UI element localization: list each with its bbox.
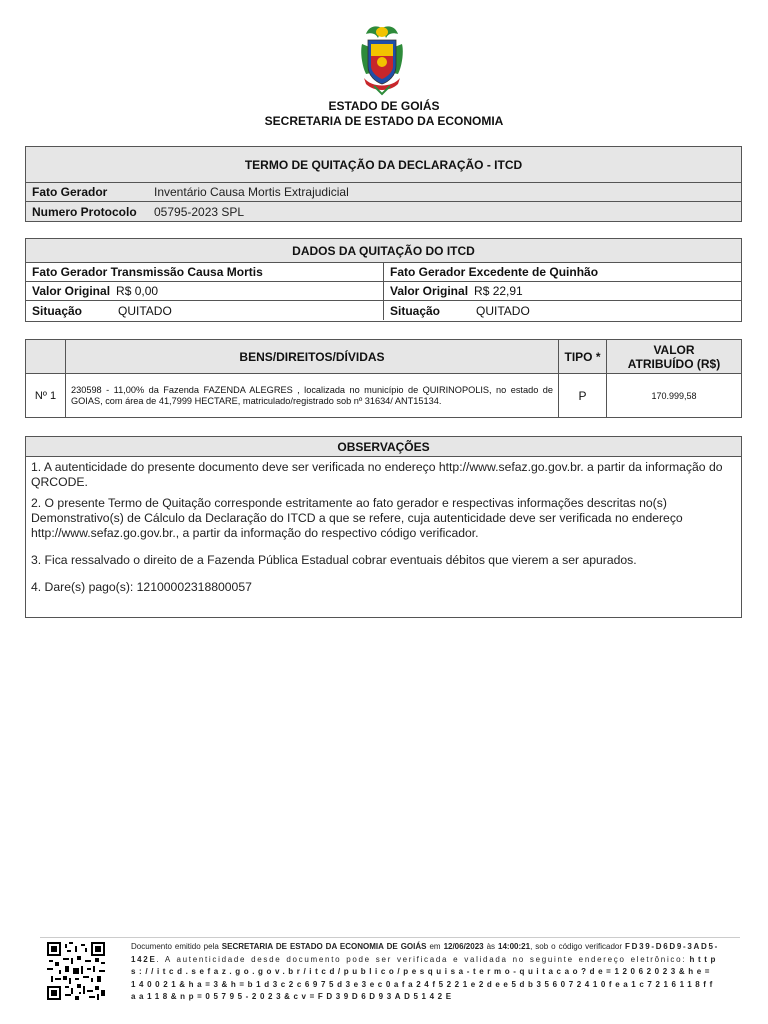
dados-quitacao-section <box>25 238 742 322</box>
observacao-item: 4. Dare(s) pago(s): 12100002318800057 <box>31 580 252 594</box>
bem-number: Nº 1 <box>26 374 66 417</box>
bens-header-row <box>26 340 741 374</box>
protocolo-value: 05795-2023 SPL <box>154 204 245 219</box>
table-row <box>26 374 741 417</box>
department-name: SECRETARIA DE ESTADO DA ECONOMIA <box>264 114 504 128</box>
bens-column-header: BENS/DIREITOS/DÍVIDAS <box>66 340 559 373</box>
situacao-row <box>26 301 741 320</box>
observacao-item: 1. A autenticidade do presente documento deve ser verificada no endereço http://www.sefaz.go.gov.br. a partir da informação do QRCODE. <box>31 460 723 489</box>
protocolo-row <box>26 202 741 221</box>
footer-verification-text: Documento emitido pela SECRETARIA DE ESTADO DA ECONOMIA DE GOIÁS em 12/06/2023 às 14:00:21, sob o código verificador FD39-D6D9-3AD5-142E. A autenticidade desde documento pode ser verificada e validada no seguinte endereço eletrônico: https://itcd.sefaz.go.gov.br/itcd/publico/pesquisa-termo-quitacao?de=12062023&he=140021&ha=3&h=b1d3c2c6975d3e3ec0afa24f5221e2dee5db356072410fea1c7216118ffaa118&np=05795-2023&cv=FD39D6D93AD5142E <box>131 942 719 1001</box>
state-name: ESTADO DE GOIÁS <box>328 99 440 113</box>
fato-gerador-label: Fato Gerador <box>32 185 108 199</box>
footer-time: 14:00:21 <box>498 942 531 951</box>
dados-heading-row <box>26 263 741 282</box>
valor-original-label: Valor Original <box>32 284 111 298</box>
footer-issuer: SECRETARIA DE ESTADO DA ECONOMIA DE GOIÁS <box>221 942 427 951</box>
tipo-column-header: TIPO * <box>559 340 607 373</box>
bem-valor: 170.999,58 <box>651 390 697 401</box>
termo-title: TERMO DE QUITAÇÃO DA DECLARAÇÃO - ITCD <box>26 147 741 183</box>
dados-title: DADOS DA QUITAÇÃO DO ITCD <box>26 239 741 263</box>
fato-gerador-value: Inventário Causa Mortis Extrajudicial <box>154 185 349 199</box>
observacoes-title: OBSERVAÇÕES <box>26 437 741 457</box>
valor-original-row <box>26 282 741 301</box>
valor-original-label: Valor Original <box>390 284 469 298</box>
bem-description: 230598 - 11,00% da Fazenda FAZENDA ALEGRES , localizada no município de QUIRINOPOLIS, no estado de GOIAS, com área de 41,7999 HECTARE, matriculado/registrado sob nº 31634/ ANT15134. <box>66 374 559 417</box>
valor-column-header: VALOR ATRIBUÍDO (R$) <box>627 342 721 371</box>
protocolo-label: Numero Protocolo <box>32 204 137 219</box>
fato-gerador-row <box>26 183 741 202</box>
bem-tipo: P <box>559 374 607 417</box>
situacao-label: Situação <box>32 303 83 318</box>
observacao-item: 2. O presente Termo de Quitação corresponde estritamente ao fato gerador e respectivas informações descritas no(s) Demonstrativo(s) de Cálculo da Declaração do ITCD a que se refere, cuja autenticidade deve ser verificada no endereço http://www.sefaz.go.gov.br., a partir da informação do respectivo código verificador. <box>31 496 683 540</box>
termo-section <box>25 146 742 222</box>
footer-date: 12/06/2023 <box>443 942 484 951</box>
footer-verification-code: FD39-D6D9-3AD5-142E <box>131 942 719 964</box>
footer-verification-url[interactable]: https://itcd.sefaz.go.gov.br/itcd/publico/pesquisa-termo-quitacao?de=12062023&he=140021&ha=3&h=b1d3c2c6975d3e3ec0afa24f5221e2dee5db356072410fea1c7216118ffaa118&np=05795-2023&cv=FD39D6D93AD5142E <box>131 954 719 1001</box>
observacao-item: 3. Fica ressalvado o direito de a Fazenda Pública Estadual cobrar eventuais débitos que vierem a ser apurados. <box>31 553 637 567</box>
excedente-heading: Fato Gerador Excedente de Quinhão <box>390 265 599 279</box>
excedente-valor: R$ 22,91 <box>474 284 523 298</box>
qr-code-icon <box>47 942 105 1000</box>
bens-table <box>25 339 742 418</box>
transmissao-valor: R$ 0,00 <box>116 284 159 298</box>
situacao-label: Situação <box>390 303 441 318</box>
excedente-situacao: QUITADO <box>476 303 530 318</box>
goias-coat-of-arms-icon <box>352 22 412 96</box>
footer-divider <box>40 937 740 938</box>
observacoes-section <box>25 436 742 618</box>
transmissao-situacao: QUITADO <box>118 303 172 318</box>
transmissao-heading: Fato Gerador Transmissão Causa Mortis <box>26 263 384 281</box>
